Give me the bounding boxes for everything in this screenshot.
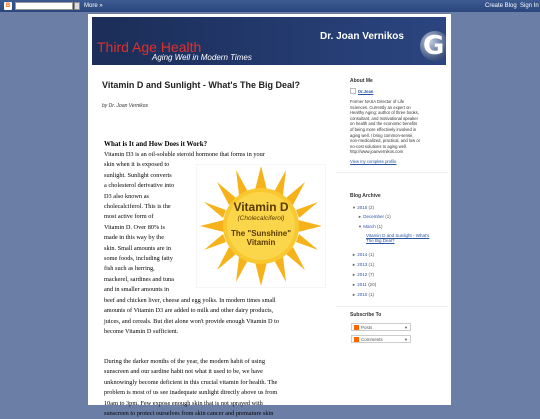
about-line: consultant, and motivational speaker <box>350 115 418 121</box>
text-line: sunscreen to protect ourselves from skin cancer and premature skin <box>104 410 274 418</box>
text-line: 10am to 3pm. Few expose enough skin that is not sprayed with <box>104 399 263 407</box>
text-line: unknowingly become deficient in this crucial vitamin for health. The <box>104 378 278 386</box>
blog-header[interactable] <box>92 17 446 65</box>
archive-year-2011[interactable]: ► 2011 (20) <box>352 282 377 287</box>
blogger-navbar <box>0 0 540 12</box>
about-me-heading: About Me <box>350 78 373 84</box>
image-text-vitamin: Vitamin <box>246 238 276 247</box>
blogger-logo[interactable]: B <box>5 3 11 9</box>
sidebar-divider <box>336 306 448 307</box>
about-line: Former NASA Director of Life <box>350 99 405 104</box>
feed-icon <box>354 325 359 330</box>
text-line: a cholesterol derivative into <box>104 182 175 190</box>
globe-g-letter: G <box>423 31 445 61</box>
archive-count: (20) <box>368 282 377 287</box>
text-line: fish such as herring, <box>104 265 155 273</box>
about-line: no-cost solutions to aging well. <box>350 143 408 149</box>
archive-post-link[interactable] <box>366 233 429 243</box>
text-line: D3 also known as <box>104 192 149 200</box>
text-line: problem is most of us see inadequate sunlight directly above us from <box>104 389 278 397</box>
text-line: beef and chicken liver, cheese and egg yolks. In modern times small <box>104 296 276 304</box>
subscribe-comments-button[interactable] <box>351 335 411 343</box>
profile-name[interactable]: Dr.Joan <box>358 89 374 94</box>
archive-post-line[interactable]: Vitamin D and Sunlight - What's <box>366 233 430 238</box>
text-line: skin. Small amounts are in <box>104 244 171 252</box>
archive-year-2010[interactable]: ► 2010 (1) <box>352 292 375 297</box>
more-menu[interactable]: More » <box>84 3 103 9</box>
archive-year-label[interactable]: 2012 <box>357 272 368 277</box>
post-title[interactable]: Vitamin D and Sunlight - What's The Big Deal? <box>102 80 300 90</box>
text-line: become Vitamin D sufficient. <box>104 327 179 335</box>
image-text-cholecalciferol: (Cholecalciferol) <box>237 215 285 222</box>
image-text-vitamin-d: Vitamin D <box>233 200 289 214</box>
text-line: During the darker months of the year, the modern habit of using <box>104 358 265 365</box>
chevron-down-icon: ▼ <box>404 337 408 342</box>
archive-year-2014[interactable]: ► 2014 (1) <box>352 252 375 257</box>
about-line: Sciences. Currently an expert on <box>350 104 411 110</box>
blog-subtitle: Aging Well in Modern Times <box>152 53 252 62</box>
vitamin-d-sun-image[interactable] <box>196 164 326 288</box>
sidebar-divider <box>336 172 448 173</box>
view-profile-link[interactable]: View my complete profile <box>350 159 397 164</box>
archive-count: (2) <box>368 205 375 210</box>
sign-in-link[interactable]: Sign In <box>520 3 539 9</box>
about-line: on health and the economic benefits <box>350 121 418 127</box>
search-button[interactable] <box>74 2 80 10</box>
archive-count: (1) <box>368 292 375 297</box>
feed-icon <box>354 337 359 342</box>
text-line: most active form of <box>104 213 154 221</box>
archive-month-march[interactable]: ▼ March (1) <box>358 224 383 229</box>
archive-count: (1) <box>385 214 391 219</box>
archive-year-label[interactable]: 2010 <box>357 292 368 297</box>
about-line: http://www.joanvernikos.com <box>350 149 404 155</box>
text-line: Vitamin D. Over 80% is <box>104 223 166 231</box>
subscribe-heading: Subscribe To <box>350 312 382 318</box>
archive-month-label[interactable]: March <box>363 224 376 229</box>
about-line: of being more effectively involved in <box>350 126 417 132</box>
about-line: non-medicalized, practical, and low or <box>350 138 421 144</box>
text-line: made in this way by the <box>104 234 164 242</box>
chevron-down-icon: ▼ <box>404 325 408 330</box>
text-line: mackerel, sardines and tuna <box>104 275 174 283</box>
archive-post-line[interactable]: The Big Deal? <box>366 238 395 243</box>
archive-count: (1) <box>368 252 375 257</box>
section-heading: What is It and How Does it Work? <box>104 140 208 148</box>
subscribe-posts-label: Posts <box>361 325 373 330</box>
text-line: cholecalciferol. This is the <box>104 203 171 211</box>
archive-count: (1) <box>377 224 383 229</box>
profile-name-link[interactable] <box>358 89 373 95</box>
archive-year-label[interactable]: 2013 <box>357 262 368 267</box>
text-line: and in smaller amounts in <box>104 286 170 294</box>
post-title-wrap <box>102 80 330 91</box>
create-blog-link[interactable]: Create Blog <box>485 3 517 9</box>
text-line: amounts of Vitamin D3 are added to milk and other dairy products, <box>104 307 274 315</box>
subscribe-posts-button[interactable] <box>351 323 411 331</box>
archive-month-label[interactable]: December <box>363 214 384 219</box>
text-line: Vitamin D3 is an oil-soluble steroid hormone that forms in your <box>104 151 265 158</box>
subscribe-comments-label: Comments <box>361 337 383 342</box>
blog-archive-heading: Blog Archive <box>350 193 381 199</box>
archive-year-label[interactable]: 2015 <box>357 205 368 210</box>
text-line: skin when it is exposed to <box>104 161 170 169</box>
text-line: some foods, including fatty <box>104 255 173 263</box>
archive-month-december[interactable]: ► December (1) <box>358 214 391 219</box>
about-line: Healthy Aging; author of three books, <box>350 110 419 116</box>
post-paragraph-2 <box>104 357 329 419</box>
blog-title[interactable]: Third Age Health <box>97 39 202 55</box>
archive-count: (7) <box>368 272 375 277</box>
archive-count: (1) <box>368 262 375 267</box>
archive-year-2013[interactable]: ► 2013 (1) <box>352 262 375 267</box>
about-line: aging well. I bring common-sense, <box>350 132 414 138</box>
image-text-sunshine: The "Sunshine" <box>230 229 292 238</box>
archive-year-2012[interactable]: ► 2012 (7) <box>352 272 375 277</box>
archive-year-label[interactable]: 2011 <box>357 282 367 287</box>
profile-icon <box>350 88 356 94</box>
search-input[interactable] <box>15 2 73 10</box>
archive-year-2015[interactable]: ▼ 2015 (2) <box>352 205 375 210</box>
post-byline: by Dr. Joan Vernikos <box>102 103 149 109</box>
about-me-text <box>350 99 445 155</box>
text-line: juices, and cereals. But diet alone won't provide enough Vitamin D to <box>104 317 279 325</box>
header-author: Dr. Joan Vernikos <box>320 31 404 42</box>
archive-year-label[interactable]: 2014 <box>357 252 368 257</box>
blog-page <box>88 14 451 418</box>
text-line: sunscreen and our sardine habit not what it used to be, we have <box>104 368 263 376</box>
text-line: sunlight. Sunlight converts <box>104 171 172 179</box>
